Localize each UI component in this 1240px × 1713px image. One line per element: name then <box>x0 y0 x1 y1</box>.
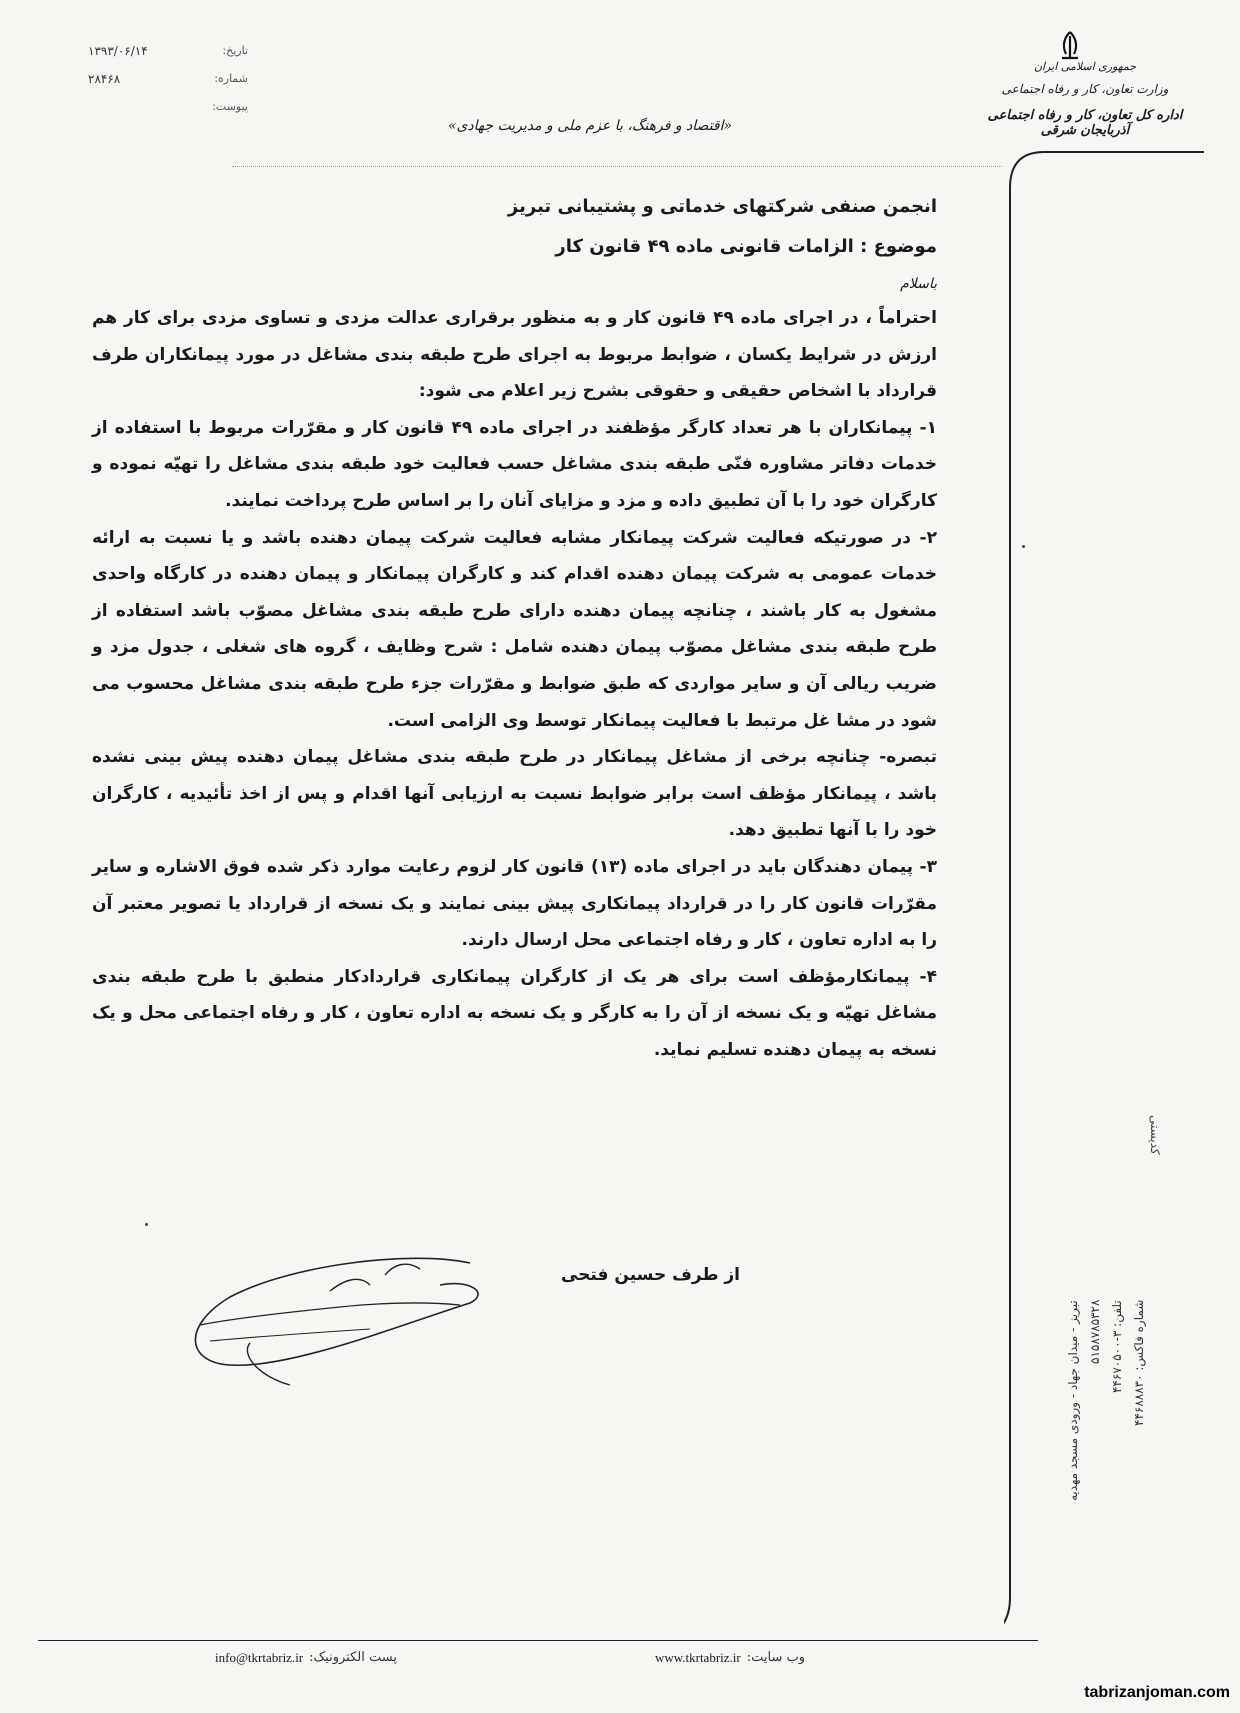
from-line: از طرف حسین فتحی <box>560 1265 740 1285</box>
date-value: ۱۳۹۳/۰۶/۱۴ <box>88 44 148 58</box>
date-label: تاریخ: <box>222 44 248 57</box>
number-label: شماره: <box>214 72 248 85</box>
footer-email <box>215 1650 397 1666</box>
attachment-row <box>78 100 248 122</box>
paragraph-item-1: ۱- پیمانکاران با هر تعداد کارگر مؤظفند در اجرای ماده ۴۹ قانون کار و مقرّرات مربوط با استفاده از خدمات دفاتر مشاوره فنّی طبقه بندی مشاغل حسب فعالیت خود طبقه بندی مشاغل را تهیّه نموده و کارگران خود را با آن تطبیق داده و مزد و مزایای آنان را بر اساس طرح پرداخت نمایند. <box>92 417 937 511</box>
number-value: ۲۸۴۶۸ <box>88 72 121 86</box>
letter-body <box>92 300 937 1068</box>
paragraph-note: تبصره- چنانچه برخی از مشاغل پیمانکار در طرح طبقه بندی مشاغل پیمان دهنده پیش بینی نشده باشد ، پیمانکار مؤظف است برابر ضوابط نسبت به ارزیابی آنها اقدام و پس از اخذ تأئیدیه ، کارگران خود را با آنها تطبیق دهد. <box>92 747 937 841</box>
handwritten-signature <box>170 1245 500 1390</box>
subject: موضوع : الزامات قانونی ماده ۴۹ قانون کار <box>555 236 937 257</box>
number-row <box>78 72 248 94</box>
date-row <box>78 44 248 66</box>
paragraph-item-4: ۴- پیمانکارمؤظف است برای هر یک از کارگران پیمانکاری قراردادکار منطبق با طرح طبقه بندی مشاغل تهیّه و یک نسخه از آن را به کارگر و یک نسخه به اداره تعاون ، کار و رفاه اجتماعی محل و یک نسخه به پیمان دهنده تسلیم نماید. <box>92 966 937 1060</box>
scan-speck <box>1022 545 1025 548</box>
address-phone: تلفن: ۳-۴۴۶۷۰۵۰۰ <box>1110 1300 1124 1393</box>
website-link[interactable]: www.tkrtabriz.ir <box>654 1650 741 1665</box>
addressee: انجمن صنفی شرکتهای خدماتی و پشتیبانی تبریز <box>507 196 937 217</box>
attachment-label: پیوست: <box>212 100 248 113</box>
paragraph-item-3: ۳- پیمان دهندگان باید در اجرای ماده (۱۳) قانون کار لزوم رعایت موارد ذکر شده فوق الاشاره و سایر مقرّرات قانون کار را در قرارداد پیمانکاری پیش بینی نمایند و یک نسخه از قرارداد یا تصویر معتبر آن را به اداره تعاون ، کار و رفاه اجتماعی محل ارسال دارند. <box>92 856 937 951</box>
footer-divider <box>38 1640 1038 1641</box>
scan-speck <box>145 1223 148 1226</box>
slogan: «اقتصاد و فرهنگ، با عزم ملی و مدیریت جهادی» <box>447 118 733 134</box>
website-label: وب سایت: <box>746 1650 805 1665</box>
attachment-value <box>88 100 188 122</box>
watermark: tabrizanjoman.com <box>1084 1684 1230 1701</box>
org-line-2: وزارت تعاون، کار و رفاه اجتماعی <box>1001 82 1169 96</box>
side-note: کدپستی <box>1148 1115 1162 1155</box>
paragraph-item-2: ۲- در صورتیکه فعالیت شرکت پیمانکار مشابه فعالیت شرکت پیمان دهنده باشد و یا نسبت به ارائه خدمات عمومی به شرکت پیمان دهنده اقدام کند و کارگران پیمانکار و پیمان دهنده در کارگاه واحدی مشغول به کار باشند ، چنانچه پیمان دهنده دارای طرح طبقه بندی مشاغل مصوّب باشد استفاده از طرح طبقه بندی مشاغل مصوّب پیمان دهنده شامل : شرح وظایف ، گروه های شغلی ، جدول مزد و ضریب ریالی آن و سایر مواردی که طبق ضوابط و مقرّرات جزء طرح طبقه بندی مشاغل محسوب می شود در مشا غل مرتبط با فعالیت پیمانکار توسط وی الزامی است. <box>92 527 937 731</box>
email-label: پست الکترونیک: <box>309 1650 397 1665</box>
org-line-3: اداره کل تعاون، کار و رفاه اجتماعی آذربایجان شرقی <box>987 108 1183 138</box>
address-postal: ۵۱۵۸۷۸۵۳۲۸ <box>1088 1300 1102 1365</box>
footer-website <box>655 1650 805 1666</box>
header-divider <box>232 166 1002 167</box>
paragraph-intro: احتراماً ، در اجرای ماده ۴۹ قانون کار و به منظور برقراری عدالت مزدی و تساوی مزدی برای کار هم ارزش در شرایط یکسان ، ضوابط مربوط به اجرای طرح طبقه بندی مشاغل در مورد پیمانکاران طرف قرارداد با اشخاص حقیقی و حقوقی بشرح زیر اعلام می شود: <box>92 308 937 402</box>
greeting: باسلام <box>900 276 937 292</box>
address-block <box>1062 1300 1150 1560</box>
email-link[interactable]: info@tkrtabriz.ir <box>215 1650 304 1665</box>
address-fax: شماره فاکس: ۴۴۶۸۸۸۳۰ <box>1132 1300 1146 1427</box>
org-line-1: جمهوری اسلامی ایران <box>1033 60 1137 73</box>
address-line-1: تبریز - میدان جهاد - ورودی مسجد مهدیه <box>1066 1300 1080 1501</box>
